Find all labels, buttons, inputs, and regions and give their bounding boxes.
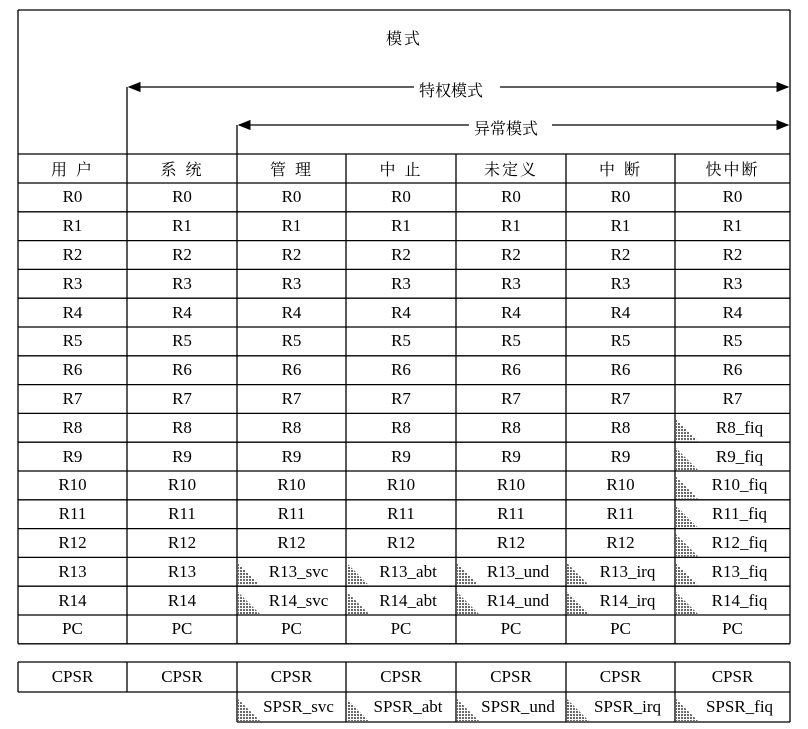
- spsr-cell: SPSR_fiq: [705, 697, 774, 716]
- register-cell: R8: [172, 417, 192, 437]
- register-cell: R8: [281, 417, 302, 437]
- register-cell: R11: [277, 504, 306, 524]
- spsr-cell: SPSR_svc: [263, 697, 334, 716]
- mode-column-header: 快中断: [705, 160, 760, 179]
- register-cell: R1: [172, 216, 192, 236]
- register-cell: R14_irq: [599, 590, 656, 610]
- register-cell: R7: [722, 388, 743, 408]
- cpsr-cell: CPSR: [270, 667, 313, 686]
- register-cell: R6: [281, 360, 302, 380]
- register-cell: R9_fiq: [715, 446, 764, 466]
- register-cell: R9: [391, 446, 411, 466]
- register-cell: PC: [390, 619, 412, 639]
- register-cell: R4: [722, 302, 743, 322]
- register-cell: R8: [391, 417, 411, 437]
- register-cell: R13_svc: [268, 561, 329, 581]
- register-cell: PC: [62, 619, 83, 639]
- register-cell: R6: [722, 360, 743, 380]
- register-cell: R8: [610, 417, 631, 437]
- register-cell: R0: [610, 187, 631, 207]
- cpsr-cell: CPSR: [599, 667, 642, 686]
- register-cell: R0: [722, 187, 743, 207]
- register-cell: R1: [501, 216, 521, 236]
- register-cell: R11_fiq: [711, 504, 768, 524]
- register-cell: R5: [62, 331, 83, 351]
- register-cell: R10: [386, 475, 416, 495]
- register-cell: R10: [277, 475, 306, 495]
- register-cell: R14: [58, 590, 87, 610]
- register-cell: R7: [172, 388, 192, 408]
- mode-column-header: 未定义: [483, 160, 538, 179]
- register-cell: R2: [610, 244, 631, 264]
- register-cell: R12: [167, 532, 197, 552]
- register-cell: R2: [501, 244, 521, 264]
- register-cell: R11: [497, 504, 525, 524]
- register-cell: R2: [722, 244, 743, 264]
- register-cell: R4: [610, 302, 631, 322]
- register-cell: R4: [281, 302, 302, 322]
- register-cell: R4: [501, 302, 521, 322]
- register-cell: R6: [501, 360, 521, 380]
- register-cell: R14_abt: [379, 590, 437, 610]
- cpsr-cell: CPSR: [490, 667, 532, 686]
- cpsr-cell: CPSR: [161, 667, 203, 686]
- register-cell: R3: [62, 273, 83, 293]
- register-cell: R9: [62, 446, 83, 466]
- mode-column-header: 中 止: [379, 160, 423, 179]
- register-cell: R7: [391, 388, 411, 408]
- register-cell: R11: [58, 504, 87, 524]
- privileged-mode-label: 特权模式: [416, 78, 486, 101]
- register-cell: R10: [496, 475, 526, 495]
- register-cell: R7: [62, 388, 83, 408]
- register-cell: R3: [281, 273, 302, 293]
- register-cell: R5: [172, 331, 192, 351]
- register-cell: R10: [606, 475, 635, 495]
- register-cell: R5: [722, 331, 743, 351]
- register-cell: R13_fiq: [711, 561, 768, 581]
- register-cell: R1: [62, 216, 83, 236]
- mode-column-header: 用 户: [50, 160, 95, 179]
- register-cell: R12: [277, 532, 306, 552]
- spsr-cell: SPSR_irq: [593, 697, 662, 716]
- register-cell: R5: [281, 331, 302, 351]
- register-cell: R13_irq: [599, 561, 656, 581]
- register-cell: R1: [281, 216, 302, 236]
- register-cell: R3: [172, 273, 192, 293]
- register-cell: R8_fiq: [715, 417, 764, 437]
- register-cell: R12: [386, 532, 416, 552]
- register-cell: R0: [281, 187, 302, 207]
- register-cell: R14_fiq: [711, 590, 768, 610]
- register-cell: R11: [387, 504, 415, 524]
- register-cell: R9: [610, 446, 631, 466]
- register-cell: R12: [496, 532, 526, 552]
- register-cell: R7: [610, 388, 631, 408]
- register-cell: R8: [62, 417, 83, 437]
- register-cell: R5: [391, 331, 411, 351]
- register-cell: R5: [610, 331, 631, 351]
- cpsr-cell: CPSR: [711, 667, 754, 686]
- register-cell: R7: [501, 388, 521, 408]
- register-cell: R12: [58, 532, 87, 552]
- register-cell: R1: [722, 216, 743, 236]
- register-cell: R3: [610, 273, 631, 293]
- register-cell: R2: [281, 244, 302, 264]
- register-cell: R13: [167, 561, 197, 581]
- mode-column-header: 系 统: [160, 160, 204, 179]
- register-cell: R0: [501, 187, 521, 207]
- register-cell: R11: [168, 504, 196, 524]
- mode-column-header: 中 断: [598, 160, 643, 179]
- register-cell: R0: [391, 187, 411, 207]
- register-cell: R10: [167, 475, 197, 495]
- register-cell: R12: [606, 532, 635, 552]
- spsr-cell: SPSR_und: [481, 697, 555, 716]
- register-cell: R6: [610, 360, 631, 380]
- register-cell: R12_fiq: [711, 532, 768, 552]
- register-cell: R2: [391, 244, 411, 264]
- register-cell: R3: [391, 273, 411, 293]
- register-cell: R11: [606, 504, 635, 524]
- cpsr-cell: CPSR: [51, 667, 94, 686]
- register-cell: R3: [722, 273, 743, 293]
- register-cell: R9: [501, 446, 521, 466]
- register-cell: R4: [172, 302, 192, 322]
- cpsr-cell: CPSR: [380, 667, 422, 686]
- register-cell: R0: [62, 187, 83, 207]
- register-cell: R14: [167, 590, 197, 610]
- register-cell: PC: [610, 619, 631, 639]
- register-cell: R1: [391, 216, 411, 236]
- register-cell: PC: [281, 619, 302, 639]
- spsr-cell: SPSR_abt: [373, 697, 443, 716]
- register-cell: R10: [58, 475, 87, 495]
- mode-title: 模式: [385, 28, 422, 48]
- register-cell: R2: [62, 244, 83, 264]
- register-cell: R8: [501, 417, 521, 437]
- register-cell: R0: [172, 187, 192, 207]
- register-cell: R6: [391, 360, 411, 380]
- register-cell: R9: [281, 446, 302, 466]
- register-cell: R13_abt: [379, 561, 437, 581]
- register-cell: R1: [610, 216, 631, 236]
- exception-mode-label: 异常模式: [471, 116, 541, 139]
- register-cell: R4: [62, 302, 83, 322]
- register-cell: R7: [281, 388, 302, 408]
- register-cell: R6: [172, 360, 192, 380]
- register-cell: R5: [501, 331, 521, 351]
- register-cell: R9: [172, 446, 192, 466]
- register-cell: R3: [501, 273, 521, 293]
- register-cell: PC: [171, 619, 193, 639]
- mode-column-header: 管 理: [269, 160, 314, 179]
- register-cell: R2: [172, 244, 192, 264]
- register-cell: R10_fiq: [711, 475, 768, 495]
- register-cell: PC: [500, 619, 522, 639]
- register-cell: R13: [58, 561, 87, 581]
- register-cell: PC: [722, 619, 743, 639]
- register-cell: R14_svc: [268, 590, 329, 610]
- register-cell: R4: [391, 302, 411, 322]
- register-cell: R6: [62, 360, 83, 380]
- register-cell: R13_und: [486, 561, 550, 581]
- register-cell: R14_und: [486, 590, 550, 610]
